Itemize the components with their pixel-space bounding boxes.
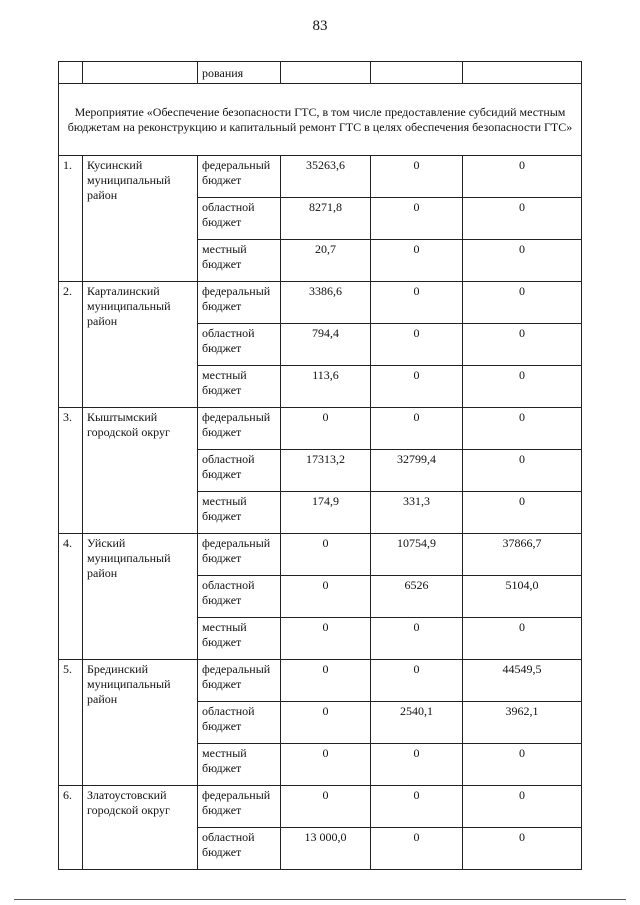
row-number: 3. (59, 408, 83, 534)
table-row (59, 786, 582, 828)
value-col-2: 0 (371, 828, 463, 870)
value-col-1: 0 (281, 786, 371, 828)
value-col-2: 0 (371, 618, 463, 660)
budget-source: федеральный бюджет (198, 282, 281, 324)
budget-source: областной бюджет (198, 828, 281, 870)
value-col-2: 0 (371, 240, 463, 282)
budget-source: местный бюджет (198, 492, 281, 534)
value-col-3: 0 (463, 408, 582, 450)
municipality-name: Кусинский муниципальный район (83, 156, 198, 282)
value-col-3: 0 (463, 198, 582, 240)
value-col-2: 10754,9 (371, 534, 463, 576)
value-col-2: 0 (371, 408, 463, 450)
value-col-3: 5104,0 (463, 576, 582, 618)
budget-table (58, 61, 582, 870)
row-number: 1. (59, 156, 83, 282)
value-col-2: 0 (371, 366, 463, 408)
value-col-3: 0 (463, 366, 582, 408)
budget-source: местный бюджет (198, 618, 281, 660)
value-col-2: 0 (371, 324, 463, 366)
table-row (59, 408, 582, 450)
budget-table-body (59, 62, 582, 870)
value-col-1: 0 (281, 618, 371, 660)
value-col-2: 0 (371, 198, 463, 240)
carry-over-row (59, 62, 582, 84)
budget-source: местный бюджет (198, 366, 281, 408)
budget-source: федеральный бюджет (198, 786, 281, 828)
table-row (59, 282, 582, 324)
cell-empty (83, 62, 198, 84)
value-col-3: 44549,5 (463, 660, 582, 702)
value-col-1: 17313,2 (281, 450, 371, 492)
value-col-2: 0 (371, 744, 463, 786)
value-col-1: 35263,6 (281, 156, 371, 198)
value-col-1: 8271,8 (281, 198, 371, 240)
cell-empty (371, 62, 463, 84)
municipality-name: Карталинский муниципальный район (83, 282, 198, 408)
row-number: 6. (59, 786, 83, 870)
value-col-1: 13 000,0 (281, 828, 371, 870)
budget-source: федеральный бюджет (198, 156, 281, 198)
value-col-2: 32799,4 (371, 450, 463, 492)
budget-source: областной бюджет (198, 576, 281, 618)
value-col-1: 0 (281, 744, 371, 786)
value-col-3: 0 (463, 282, 582, 324)
row-number: 4. (59, 534, 83, 660)
value-col-1: 0 (281, 576, 371, 618)
value-col-3: 0 (463, 492, 582, 534)
value-col-1: 794,4 (281, 324, 371, 366)
budget-source: областной бюджет (198, 324, 281, 366)
budget-source: местный бюджет (198, 744, 281, 786)
value-col-2: 6526 (371, 576, 463, 618)
row-number: 5. (59, 660, 83, 786)
page-bottom-rule (14, 899, 626, 900)
budget-source: областной бюджет (198, 450, 281, 492)
table-row (59, 660, 582, 702)
value-col-2: 2540,1 (371, 702, 463, 744)
value-col-2: 0 (371, 282, 463, 324)
value-col-1: 174,9 (281, 492, 371, 534)
table-row (59, 534, 582, 576)
value-col-1: 3386,6 (281, 282, 371, 324)
value-col-2: 0 (371, 660, 463, 702)
budget-source: областной бюджет (198, 198, 281, 240)
municipality-name: Уйский муниципальный район (83, 534, 198, 660)
municipality-name: Златоустовский городской округ (83, 786, 198, 870)
cell-empty (59, 62, 83, 84)
value-col-3: 37866,7 (463, 534, 582, 576)
value-col-3: 0 (463, 786, 582, 828)
municipality-name: Брединский муниципальный район (83, 660, 198, 786)
row-number: 2. (59, 282, 83, 408)
value-col-3: 3962,1 (463, 702, 582, 744)
budget-source: местный бюджет (198, 240, 281, 282)
value-col-1: 0 (281, 534, 371, 576)
event-title: Мероприятие «Обеспечение безопасности ГТС, в том числе предоставление субсидий местным бюджетам на реконструкцию и капитальный ремонт ГТС в целях обеспечения безопасности ГТС» (59, 84, 582, 156)
budget-source: федеральный бюджет (198, 660, 281, 702)
value-col-2: 0 (371, 156, 463, 198)
value-col-3: 0 (463, 744, 582, 786)
cell-empty (463, 62, 582, 84)
cell-empty (281, 62, 371, 84)
carry-over-text: рования (198, 62, 281, 84)
municipality-name: Кыштымский городской округ (83, 408, 198, 534)
value-col-1: 20,7 (281, 240, 371, 282)
value-col-2: 331,3 (371, 492, 463, 534)
value-col-1: 0 (281, 660, 371, 702)
value-col-3: 0 (463, 156, 582, 198)
table-row (59, 156, 582, 198)
value-col-3: 0 (463, 450, 582, 492)
budget-source: федеральный бюджет (198, 534, 281, 576)
page-number: 83 (312, 18, 328, 34)
value-col-3: 0 (463, 324, 582, 366)
event-title-row (59, 84, 582, 156)
value-col-2: 0 (371, 786, 463, 828)
value-col-1: 0 (281, 702, 371, 744)
value-col-3: 0 (463, 828, 582, 870)
value-col-3: 0 (463, 240, 582, 282)
value-col-3: 0 (463, 618, 582, 660)
value-col-1: 113,6 (281, 366, 371, 408)
value-col-1: 0 (281, 408, 371, 450)
budget-source: федеральный бюджет (198, 408, 281, 450)
budget-source: областной бюджет (198, 702, 281, 744)
